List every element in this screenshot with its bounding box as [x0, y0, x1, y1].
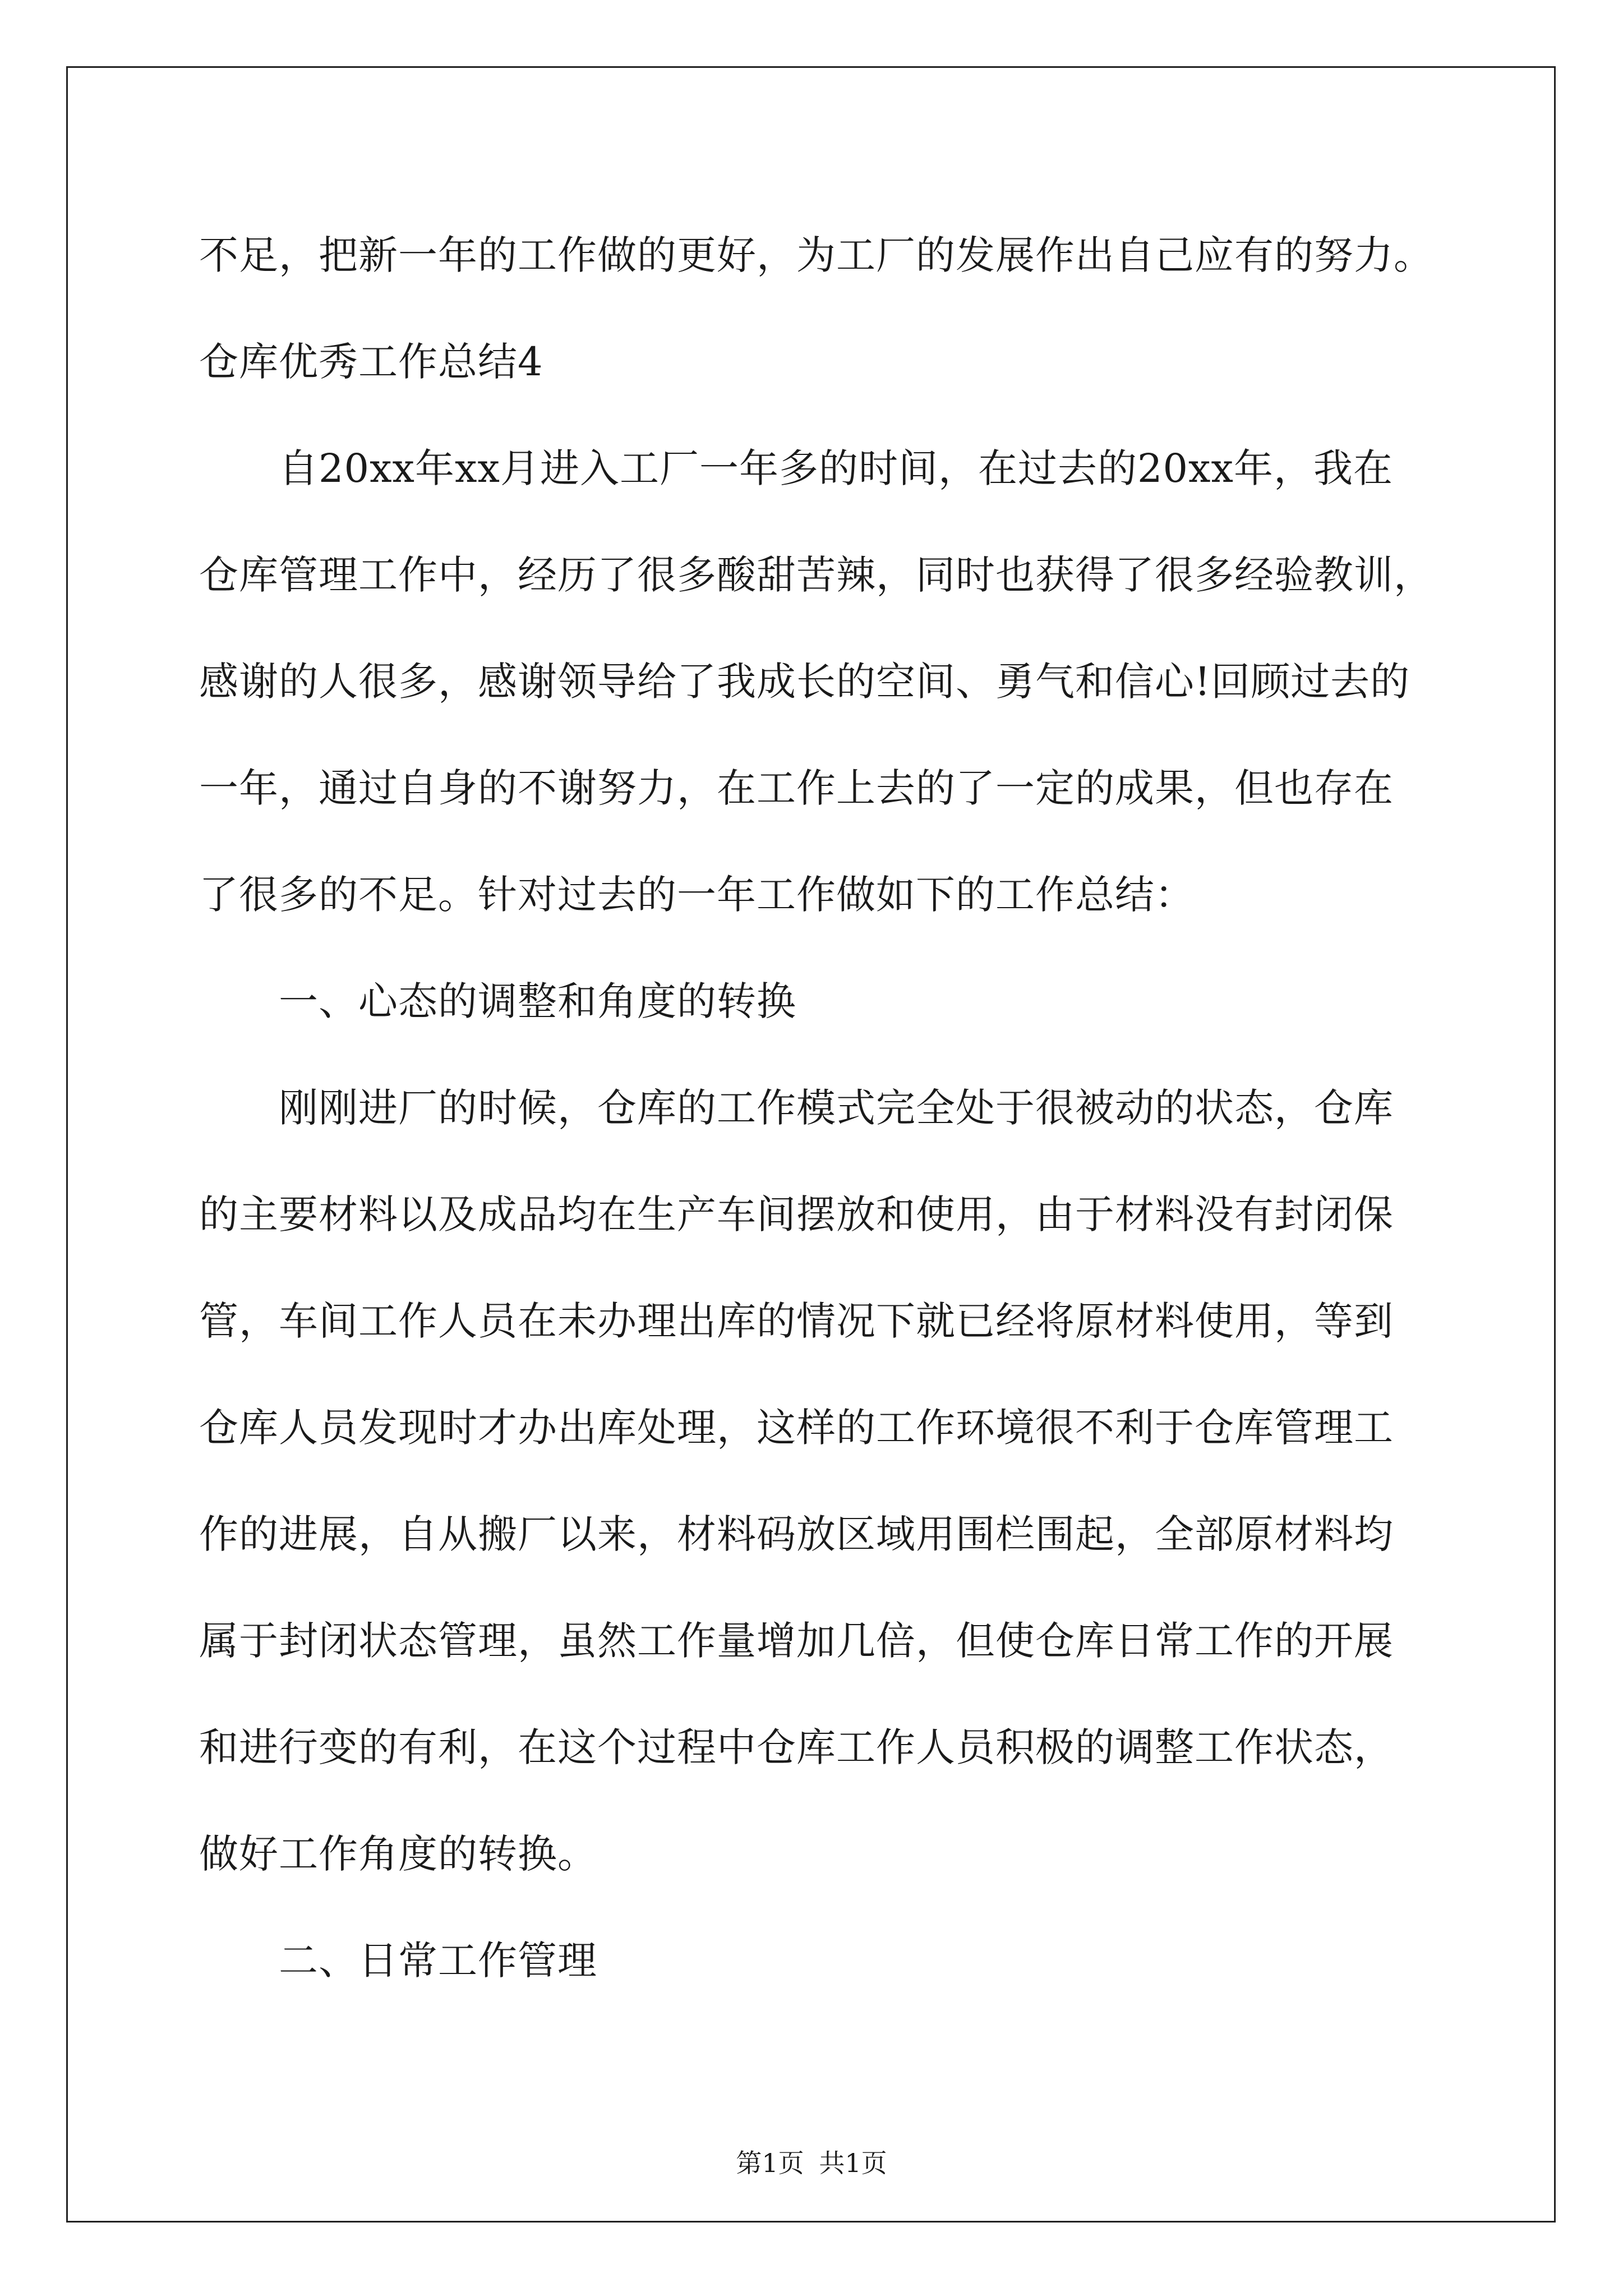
text-line: 属于封闭状态管理，虽然工作量增加几倍，但使仓库日常工作的开展: [199, 1618, 1394, 1664]
section-heading: 二、日常工作管理: [199, 1938, 597, 1984]
page-number: 第1页: [736, 2148, 804, 2178]
text-line: 作的进展，自从搬厂以来，材料码放区域用围栏围起，全部原材料均: [199, 1511, 1394, 1557]
section-heading: 一、心态的调整和角度的转换: [199, 978, 796, 1024]
text-line: 和进行变的有利，在这个过程中仓库工作人员积极的调整工作状态，: [199, 1724, 1394, 1770]
text-line: 仓库人员发现时才办出库处理，这样的工作环境很不利于仓库管理工: [199, 1405, 1394, 1451]
text-line: 做好工作角度的转换。: [199, 1831, 597, 1877]
text-line: 管，车间工作人员在未办理出库的情况下就已经将原材料使用，等到: [199, 1298, 1394, 1344]
text-line: 的主要材料以及成品均在生产车间摆放和使用，由于材料没有封闭保: [199, 1191, 1394, 1237]
text-line: 仓库管理工作中，经历了很多酸甜苦辣，同时也获得了很多经验教训，: [199, 552, 1433, 598]
text-line: 感谢的人很多，感谢领导给了我成长的空间、勇气和信心!回顾过去的: [199, 659, 1410, 705]
page-footer: [0, 2143, 1623, 2180]
text-line: 自20xx年xx月进入工厂一年多的时间，在过去的20xx年，我在: [199, 445, 1394, 491]
page-total: 共1页: [819, 2148, 887, 2178]
document-body: [199, 202, 1433, 2014]
text-line: 一年，通过自身的不谢努力，在工作上去的了一定的成果，但也存在: [199, 765, 1394, 811]
section-title: 仓库优秀工作总结4: [199, 339, 543, 385]
text-line: 了很多的不足。针对过去的一年工作做如下的工作总结：: [199, 872, 1195, 918]
text-line: 不足，把新一年的工作做的更好，为工厂的发展作出自己应有的努力。: [199, 232, 1433, 278]
text-line: 刚刚进厂的时候，仓库的工作模式完全处于很被动的状态，仓库: [199, 1085, 1394, 1131]
